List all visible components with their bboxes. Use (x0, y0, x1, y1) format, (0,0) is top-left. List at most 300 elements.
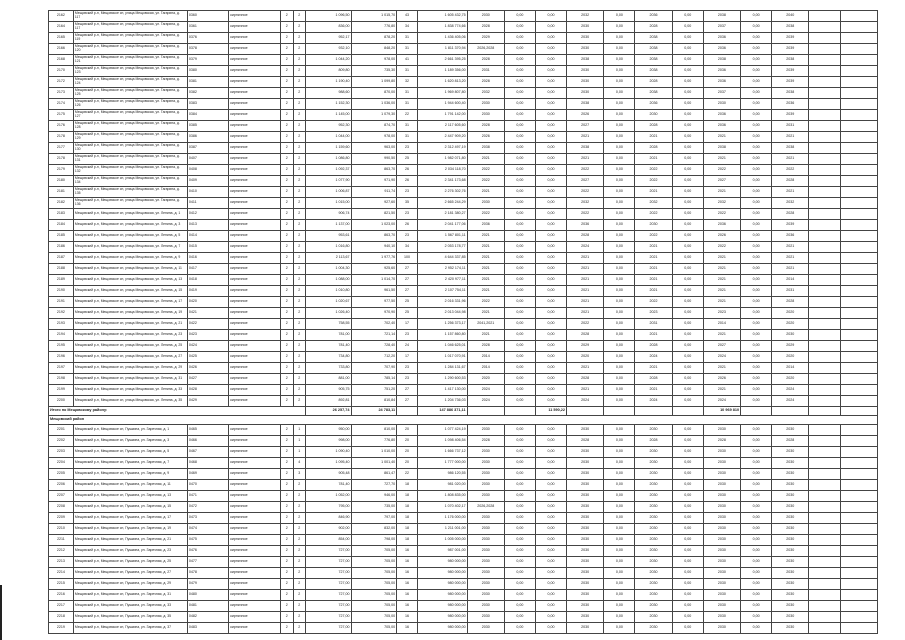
cell-area1: 881,00 (305, 374, 351, 385)
cell-a: 0,00 (535, 524, 566, 535)
cell-empty (840, 469, 877, 480)
cell-en: 2 (293, 396, 305, 407)
cell-c: 0,00 (604, 77, 635, 88)
cell-empty (809, 374, 840, 385)
cell-e: 0,00 (672, 458, 703, 469)
cell-area2: 705,00 (351, 590, 397, 601)
cell-area1: 1 096,50 (305, 11, 351, 22)
cell-d: 2030 (635, 612, 672, 623)
cell-g: 0,00 (741, 121, 772, 132)
cell-kind: кирпичное (229, 77, 281, 88)
table-row (49, 165, 878, 176)
cell-en: 2 (293, 55, 305, 66)
table-row (49, 66, 878, 77)
cell-v1: 0,00 (504, 308, 535, 319)
cell-address: Мещовский р-н, Мещовское сп, улица Мещовская, ул. Ленина, д. 29 (73, 363, 187, 374)
cell-address: Мещовский р-н, Мещовское сп, улица Мещовская, ул. Гагарина, д. 123 (73, 66, 187, 77)
cell-area1: 781,40 (305, 480, 351, 491)
cell-empty (809, 231, 840, 242)
cell-v1: 0,00 (504, 11, 535, 22)
cell-empty (809, 396, 840, 407)
cell-d: 2038 (635, 55, 672, 66)
cell-cnt: 18 (397, 513, 418, 524)
cell-d: 2028 (635, 436, 672, 447)
cell-cnt: 16 (397, 568, 418, 579)
cell-e: 0,00 (672, 502, 703, 513)
cell-f: 2021 (703, 385, 740, 396)
cell-v1: 0,00 (504, 447, 535, 458)
cell-cost: 1 969 807,80 (417, 88, 467, 99)
cell-y1: 2030 (467, 579, 504, 590)
cell-area1: 1 044,20 (305, 55, 351, 66)
cell-a: 0,00 (535, 352, 566, 363)
cell-kind: кирпичное (229, 341, 281, 352)
cell-empty (840, 491, 877, 502)
cell-b: 2032 (567, 198, 604, 209)
cell-code: 0409 (187, 176, 228, 187)
cell-cost: 1 077 424,19 (417, 425, 467, 436)
cell-h: 2021 (772, 264, 809, 275)
cell-cost: 1 666 737,12 (417, 447, 467, 458)
cell-empty (840, 44, 877, 55)
cell-b: 2029 (567, 341, 604, 352)
cell-v1: 0,00 (504, 66, 535, 77)
cell-kind: кирпичное (229, 143, 281, 154)
cell-kind: кирпичное (229, 264, 281, 275)
cell-empty (840, 143, 877, 154)
cell-address: Мещовский р-н, Мещовское сп, Пушкина, ул. Заречная, д. 17 (73, 513, 187, 524)
cell-empty (809, 502, 840, 513)
cell-kind: кирпичное (229, 396, 281, 407)
cell-y1: 2030 (467, 601, 504, 612)
cell-cost: 980 000,00 (417, 612, 467, 623)
cell-v1: 0,00 (504, 546, 535, 557)
cell-code: 0411 (187, 198, 228, 209)
cell-a: 0,00 (535, 99, 566, 110)
cell-a: 0,00 (535, 458, 566, 469)
cell-cnt: 24 (397, 341, 418, 352)
cell-cnt: 31 (397, 99, 418, 110)
cell-en: 2 (293, 579, 305, 590)
cell-v1: 0,00 (504, 253, 535, 264)
cell-y1: 2028 (467, 121, 504, 132)
cell-empty (809, 264, 840, 275)
cell-empty (840, 264, 877, 275)
cell-no: 2194 (49, 330, 74, 341)
cell-empty (840, 176, 877, 187)
cell-b: 2030 (567, 88, 604, 99)
cell-empty (840, 623, 877, 634)
cell-address: Мещовский р-н, Мещовское сп, улица Мещовская, ул. Гагарина, д. 129 (73, 132, 187, 143)
cell-no: 2215 (49, 579, 74, 590)
cell-e: 0,00 (672, 579, 703, 590)
cell-cost: 2 312 497,19 (417, 143, 467, 154)
cell-e: 0,00 (672, 165, 703, 176)
cell-g: 0,00 (741, 242, 772, 253)
cell-y1: 2030 (467, 469, 504, 480)
cell-c: 0,00 (604, 590, 635, 601)
cell-kind: кирпичное (229, 55, 281, 66)
cell-v1: 0,00 (504, 77, 535, 88)
cell-a: 0,00 (535, 11, 566, 22)
cell-area2: 1 079,30 (351, 110, 397, 121)
cell-h: 2030 (772, 568, 809, 579)
table-row (49, 363, 878, 374)
cell-fl: 2 (281, 44, 293, 55)
cell-en: 3 (293, 469, 305, 480)
cell-h: 2038 (772, 143, 809, 154)
cell-area2: 874,70 (351, 121, 397, 132)
cell-f: 2024 (703, 396, 740, 407)
cell-empty (809, 143, 840, 154)
cell-e: 0,00 (672, 535, 703, 546)
cell-fl: 2 (281, 557, 293, 568)
table-row (49, 286, 878, 297)
cell-h: 2030 (772, 590, 809, 601)
cell-fl: 2 (281, 308, 293, 319)
cell-h: 2020 (772, 319, 809, 330)
cell-a: 0,00 (535, 341, 566, 352)
cell-cost: 1 808 835,00 (417, 491, 467, 502)
cell-area2: 702,40 (351, 319, 397, 330)
cell-address: Мещовский р-н, Мещовское сп, улица Мещовская, ул. Гагарина, д. 117 (73, 11, 187, 22)
total-area2: 24 783,11 (351, 407, 397, 416)
cell-kind: кирпичное (229, 198, 281, 209)
cell-area1: 781,00 (305, 330, 351, 341)
cell-e: 0,00 (672, 143, 703, 154)
cell-cost: 1 017 070,91 (417, 352, 467, 363)
cell-area1: 781,40 (305, 341, 351, 352)
cell-empty (840, 524, 877, 535)
cell-fl: 2 (281, 176, 293, 187)
table-row (49, 33, 878, 44)
cell-cnt: 34 (397, 22, 418, 33)
cell-kind: кирпичное (229, 374, 281, 385)
cell-h: 2030 (772, 546, 809, 557)
cell-empty (840, 132, 877, 143)
cell-area1: 1 016,80 (305, 242, 351, 253)
cell-f: 2028 (703, 436, 740, 447)
cell-v1: 0,00 (504, 363, 535, 374)
table-row (49, 110, 878, 121)
cell-en: 2 (293, 209, 305, 220)
cell-cnt: 22 (397, 469, 418, 480)
cell-a: 0,00 (535, 502, 566, 513)
cell-empty (840, 198, 877, 209)
cell-fl: 2 (281, 502, 293, 513)
cell-code: 0422 (187, 319, 228, 330)
cell-kind: кирпичное (229, 469, 281, 480)
cell-h: 2039 (772, 66, 809, 77)
cell-empty (809, 88, 840, 99)
cell-a: 0,00 (535, 132, 566, 143)
cell-cost: 2 661 395,25 (417, 55, 467, 66)
cell-h: 2029 (772, 341, 809, 352)
cell-e: 0,00 (672, 176, 703, 187)
cell-e: 0,00 (672, 601, 703, 612)
cell-c: 0,00 (604, 535, 635, 546)
cell-area2: 878,20 (351, 33, 397, 44)
cell-y1: 2024 (467, 396, 504, 407)
cell-g: 0,00 (741, 524, 772, 535)
cell-code: 0384 (187, 110, 228, 121)
cell-cost: 1 838 774,66 (417, 22, 467, 33)
cell-g: 0,00 (741, 513, 772, 524)
cell-en: 2 (293, 502, 305, 513)
cell-a: 0,00 (535, 44, 566, 55)
cell-y1: 2030 (467, 425, 504, 436)
cell-b: 2021 (567, 275, 604, 286)
cell-b: 2038 (567, 143, 604, 154)
cell-g: 0,00 (741, 220, 772, 231)
cell-area2: 848,20 (351, 44, 397, 55)
cell-area2: 705,00 (351, 623, 397, 634)
cell-no: 2190 (49, 286, 74, 297)
cell-g: 0,00 (741, 264, 772, 275)
cell-cnt: 23 (397, 231, 418, 242)
cell-f: 2036 (703, 66, 740, 77)
cell-fl: 2 (281, 286, 293, 297)
cell-address: Мещовский р-н, Мещовское сп, улица Мещовская, ул. Гагарина, д. 124 (73, 77, 187, 88)
cell-a: 0,00 (535, 308, 566, 319)
table-row (49, 242, 878, 253)
cell-area1: 1 092,37 (305, 165, 351, 176)
cell-b: 2021 (567, 286, 604, 297)
cell-kind: кирпичное (229, 524, 281, 535)
cell-h: 2038 (772, 55, 809, 66)
cell-empty (809, 132, 840, 143)
cell-area1: 892,81 (305, 396, 351, 407)
cell-en: 2 (293, 319, 305, 330)
cell-e: 0,00 (672, 55, 703, 66)
cell-b: 2021 (567, 385, 604, 396)
cell-g: 0,00 (741, 22, 772, 33)
cell-e: 0,00 (672, 209, 703, 220)
cell-code: 0412 (187, 209, 228, 220)
cell-area2: 1 023,00 (351, 220, 397, 231)
cell-en: 2 (293, 330, 305, 341)
cell-no: 2165 (49, 33, 74, 44)
cell-c: 0,00 (604, 242, 635, 253)
cell-cost: 2 665 244,29 (417, 198, 467, 209)
cell-g: 0,00 (741, 88, 772, 99)
cell-y1: 2030 (467, 535, 504, 546)
cell-h: 2039 (772, 77, 809, 88)
cell-f: 2030 (703, 524, 740, 535)
cell-area1: 1 052,00 (305, 491, 351, 502)
cell-cnt: 23 (397, 374, 418, 385)
cell-code: 0482 (187, 612, 228, 623)
cell-cost: 980 000,00 (417, 557, 467, 568)
table-row (49, 264, 878, 275)
cell-a: 0,00 (535, 121, 566, 132)
cell-area1: 727,00 (305, 579, 351, 590)
cell-fl: 2 (281, 231, 293, 242)
cell-empty (840, 374, 877, 385)
cell-area2: 728,40 (351, 341, 397, 352)
table-row (49, 44, 878, 55)
table-body-top (49, 11, 878, 407)
cell-g: 0,00 (741, 546, 772, 557)
cell-g: 0,00 (741, 110, 772, 121)
cell-area1: 1 137,00 (305, 220, 351, 231)
cell-address: Мещовский р-н, Мещовское сп, улица Мещовская, ул. Ленина, д. 17 (73, 297, 187, 308)
cell-fl: 2 (281, 209, 293, 220)
cell-kind: кирпичное (229, 11, 281, 22)
cell-no: 2166 (49, 44, 74, 55)
cell-c: 0,00 (604, 436, 635, 447)
cell-code: 0468 (187, 458, 228, 469)
cell-y1: 2024 (467, 385, 504, 396)
cell-d: 2030 (635, 524, 672, 535)
cell-cnt: 100 (397, 253, 418, 264)
cell-empty (809, 99, 840, 110)
cell-g: 0,00 (741, 231, 772, 242)
cell-h: 2030 (772, 425, 809, 436)
cell-area1: 1 095,40 (305, 458, 351, 469)
cell-h: 2021 (772, 242, 809, 253)
cell-kind: кирпичное (229, 579, 281, 590)
cell-empty (840, 110, 877, 121)
cell-address: Мещовский р-н, Мещовское сп, Пушкина, ул. Заречная, д. 3 (73, 436, 187, 447)
cell-address: Мещовский р-н, Мещовское сп, Пушкина, ул. Заречная, д. 31 (73, 590, 187, 601)
total-row (49, 407, 878, 416)
cell-e: 0,00 (672, 33, 703, 44)
cell-y1: 2030 (467, 513, 504, 524)
cell-fl: 2 (281, 253, 293, 264)
cell-y1: 2021 (467, 154, 504, 165)
table-row (49, 352, 878, 363)
cell-cost: 1 944 600,40 (417, 99, 467, 110)
cell-a: 0,00 (535, 363, 566, 374)
cell-b: 2030 (567, 425, 604, 436)
table-row (49, 601, 878, 612)
cell-e: 0,00 (672, 132, 703, 143)
cell-a: 0,00 (535, 187, 566, 198)
cell-v1: 0,00 (504, 458, 535, 469)
cell-v1: 0,00 (504, 535, 535, 546)
cell-en: 2 (293, 11, 305, 22)
cell-b: 2030 (567, 612, 604, 623)
cell-v1: 0,00 (504, 480, 535, 491)
cell-a: 0,00 (535, 253, 566, 264)
cell-empty (840, 535, 877, 546)
cell-area2: 870,00 (351, 88, 397, 99)
cell-h: 2020 (772, 308, 809, 319)
cell-f: 2030 (703, 590, 740, 601)
cell-area2: 705,00 (351, 579, 397, 590)
cell-area2: 705,00 (351, 612, 397, 623)
cell-no: 2181 (49, 187, 74, 198)
cell-y1: 2021 (467, 187, 504, 198)
cell-fl: 2 (281, 579, 293, 590)
cell-area1: 1 077,90 (305, 176, 351, 187)
cell-en: 2 (293, 66, 305, 77)
cell-a: 0,00 (535, 330, 566, 341)
cell-code: 0479 (187, 579, 228, 590)
cell-c: 0,00 (604, 385, 635, 396)
cell-fl: 2 (281, 601, 293, 612)
total-sum2: 11 590,22 (535, 407, 566, 416)
cell-g: 0,00 (741, 579, 772, 590)
cell-no: 2203 (49, 447, 74, 458)
cell-e: 0,00 (672, 308, 703, 319)
cell-g: 0,00 (741, 319, 772, 330)
cell-cost: 1 046 625,01 (417, 341, 467, 352)
cell-a: 0,00 (535, 275, 566, 286)
cell-en: 2 (293, 535, 305, 546)
table-row (49, 198, 878, 209)
cell-d: 2030 (635, 579, 672, 590)
cell-c: 0,00 (604, 209, 635, 220)
cell-h: 2030 (772, 480, 809, 491)
cell-en: 2 (293, 253, 305, 264)
cell-e: 0,00 (672, 612, 703, 623)
cell-b: 2030 (567, 513, 604, 524)
cell-kind: кирпичное (229, 623, 281, 634)
cell-no: 2199 (49, 385, 74, 396)
cell-f: 2027 (703, 341, 740, 352)
cell-kind: кирпичное (229, 590, 281, 601)
cell-d: 2038 (635, 44, 672, 55)
cell-cnt: 31 (397, 121, 418, 132)
cell-empty (809, 77, 840, 88)
cell-h: 2036 (772, 99, 809, 110)
cell-y1: 2021 (467, 286, 504, 297)
cell-cost: 2 013 044,98 (417, 308, 467, 319)
cell-f: 2030 (703, 546, 740, 557)
cell-cnt: 18 (397, 502, 418, 513)
cell-y1: 2022 (467, 209, 504, 220)
cell-empty (809, 11, 840, 22)
cell-h: 2030 (772, 491, 809, 502)
cell-v1: 0,00 (504, 44, 535, 55)
cell-fl: 2 (281, 352, 293, 363)
cell-a: 0,00 (535, 22, 566, 33)
cell-code: 0476 (187, 546, 228, 557)
cell-no: 2193 (49, 319, 74, 330)
cell-y1: 2014 (467, 352, 504, 363)
cell-area2: 911,74 (351, 187, 397, 198)
cell-en: 2 (293, 132, 305, 143)
cell-y1: 2031 (467, 66, 504, 77)
cell-c: 0,00 (604, 132, 635, 143)
cell-a: 0,00 (535, 374, 566, 385)
cell-h: 2030 (772, 330, 809, 341)
cell-d: 2030 (635, 110, 672, 121)
cell-h: 2030 (772, 612, 809, 623)
cell-area2: 961,50 (351, 286, 397, 297)
cell-no: 2205 (49, 469, 74, 480)
cell-g: 0,00 (741, 176, 772, 187)
cell-code: 0429 (187, 396, 228, 407)
cell-kind: кирпичное (229, 502, 281, 513)
cell-empty (809, 275, 840, 286)
cell-cnt: 20 (397, 436, 418, 447)
cell-a: 0,00 (535, 66, 566, 77)
cell-d: 2038 (635, 66, 672, 77)
cell-d: 2021 (635, 242, 672, 253)
cell-area1: 1 044,00 (305, 132, 351, 143)
cell-y1: 2030 (467, 557, 504, 568)
cell-y1: 2030 (467, 458, 504, 469)
cell-y1: 2022 (467, 176, 504, 187)
cell-c: 0,00 (604, 121, 635, 132)
cell-code: 0381 (187, 77, 228, 88)
cell-b: 2024 (567, 242, 604, 253)
cell-a: 0,00 (535, 612, 566, 623)
cell-empty (809, 623, 840, 634)
